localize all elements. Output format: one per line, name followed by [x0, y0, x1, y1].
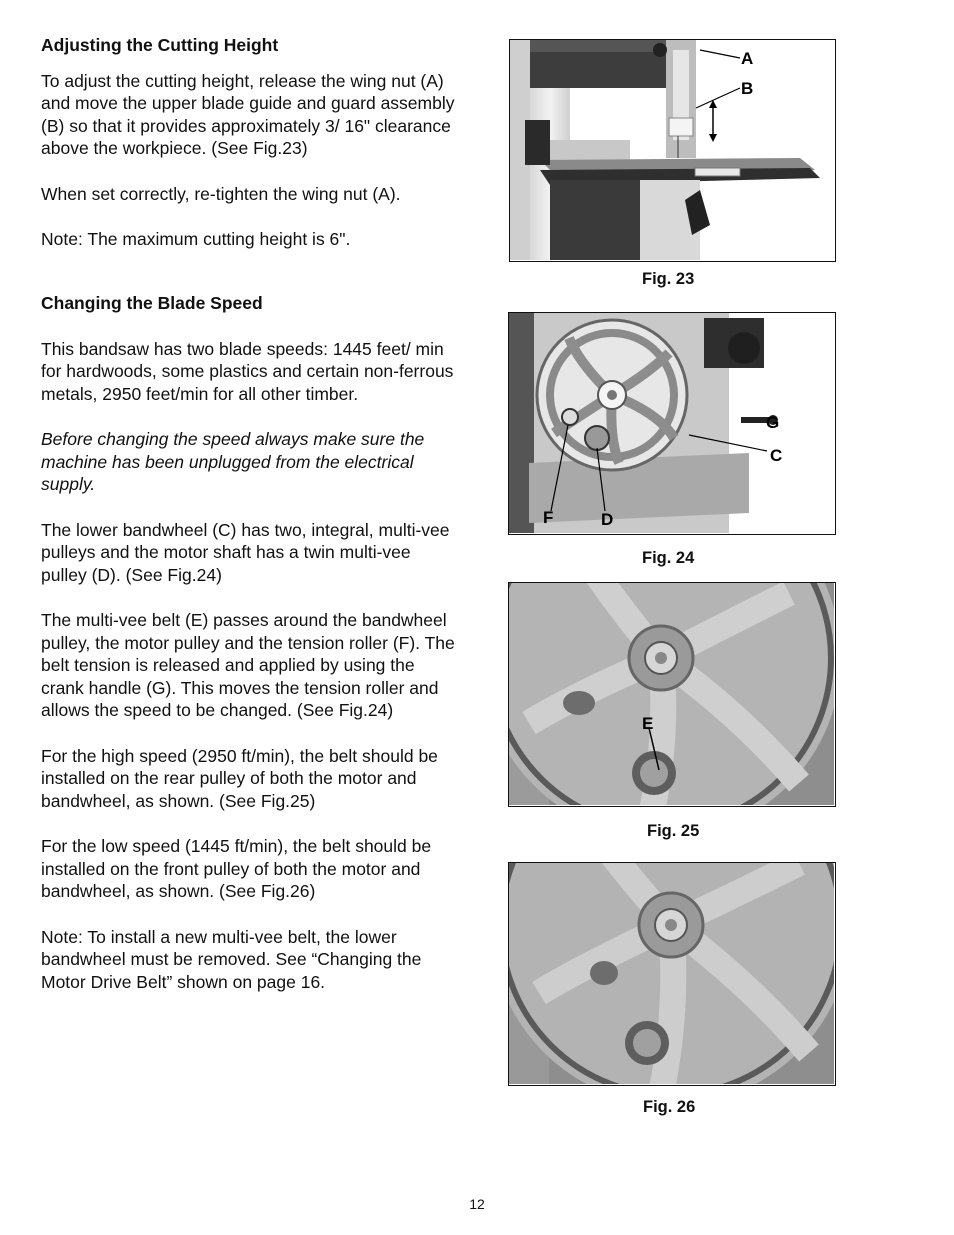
caption-fig-26: Fig. 26: [643, 1098, 696, 1116]
paragraph: The multi-vee belt (E) passes around the bandwheel pulley, the motor pulley and the tension roller (F). The belt tension is released and applied by using the crank handle (G). This moves the tension roller and allows the speed to be changed. (See Fig.24): [41, 610, 455, 720]
heading-cutting-height: Adjusting the Cutting Height: [41, 35, 279, 55]
paragraph: The lower bandwheel (C) has two, integral, multi-vee pulleys and the motor shaft has a twin multi-vee pulley (D). (See Fig.24): [41, 519, 450, 585]
paragraph: Note: The maximum cutting height is 6".: [41, 229, 351, 249]
warning-paragraph: Before changing the speed always make sure the machine has been unplugged from the electrical supply.: [41, 429, 425, 494]
label-b: B: [741, 79, 754, 98]
heading-blade-speed: Changing the Blade Speed: [41, 293, 263, 313]
section-blade-speed: [41, 292, 461, 993]
label-e: E: [642, 714, 654, 733]
label-d: D: [601, 510, 614, 529]
figure-25-photo: [508, 582, 836, 807]
paragraph: To adjust the cutting height, release the wing nut (A) and move the upper blade guide and guard assembly (B) so that it provides approximately 3/ 16" clearance above the workpiece. (See Fig.23): [41, 70, 455, 158]
label-a: A: [741, 49, 754, 68]
paragraph: For the high speed (2950 ft/min), the belt should be installed on the rear pulley of both the motor and bandwheel, as shown. (See Fig.25): [41, 745, 438, 811]
figure-24-photo: [508, 312, 836, 535]
caption-fig-25: Fig. 25: [647, 822, 700, 840]
figure-26-photo: [508, 862, 836, 1086]
page-number: 12: [469, 1196, 485, 1212]
paragraph: This bandsaw has two blade speeds: 1445 feet/ min for hardwoods, some plastics and certain non-ferrous metals, 2950 feet/min for all other timber.: [41, 338, 454, 404]
label-c: C: [770, 446, 783, 465]
caption-fig-23: Fig. 23: [642, 270, 695, 288]
label-g: G: [766, 413, 780, 432]
paragraph: For the low speed (1445 ft/min), the belt should be installed on the front pulley of both the motor and bandwheel, as shown. (See Fig.26): [41, 836, 432, 901]
section-cutting-height: [41, 34, 461, 251]
label-f: F: [543, 508, 554, 527]
paragraph: Note: To install a new multi-vee belt, the lower bandwheel must be removed. See “Changing the Motor Drive Belt” shown on page 16.: [41, 926, 422, 992]
paragraph: When set correctly, re-tighten the wing nut (A).: [41, 183, 401, 204]
figure-23-photo: [509, 39, 836, 262]
caption-fig-24: Fig. 24: [642, 549, 695, 567]
